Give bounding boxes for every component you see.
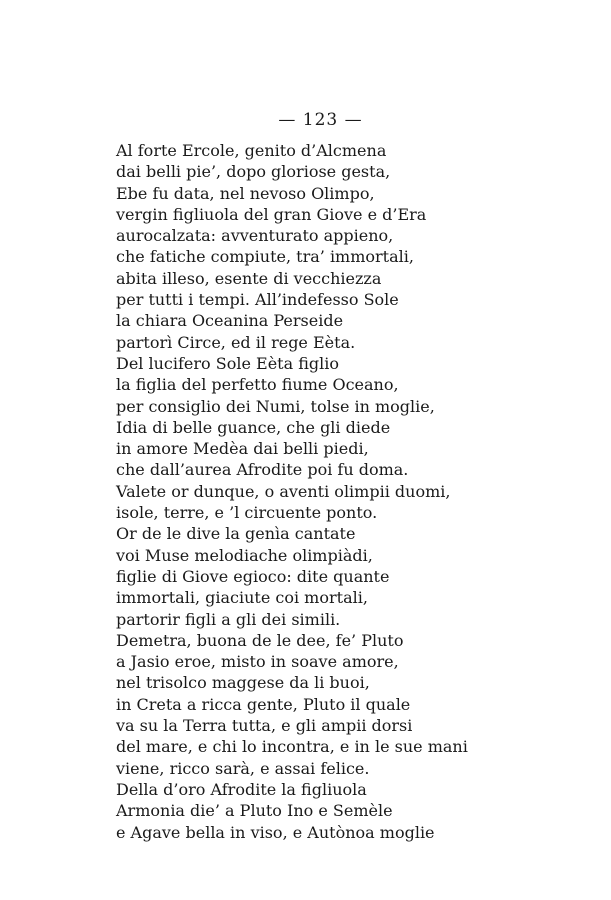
poem-line: aurocalzata: avventurato appieno, [116, 226, 394, 246]
page-number: — 123 — [278, 110, 363, 130]
poem-line: Valete or dunque, o aventi olimpii duomi, [116, 481, 451, 501]
poem-line: in amore Medèa dai belli piedi, [116, 439, 369, 459]
poem-line: per consiglio dei Numi, tolse in moglie, [116, 396, 435, 416]
poem-line: Della d’oro Afrodite la figliuola [116, 779, 367, 799]
poem-line: che dall’aurea Afrodite poi fu doma. [116, 460, 409, 480]
poem-line: partorì Circe, ed il rege Eèta. [116, 332, 356, 352]
poem-line: partorir figli a gli dei simili. [116, 609, 341, 629]
poem-line: abita illeso, esente di vecchiezza [116, 268, 382, 288]
poem-line: Idia di belle guance, che gli diede [116, 417, 391, 437]
poem-line: immortali, giaciute coi mortali, [116, 588, 368, 608]
poem-line: a Jasio eroe, misto in soave amore, [116, 652, 399, 672]
poem-line: Ebe fu data, nel nevoso Olimpo, [116, 183, 375, 203]
poem-line: figlie di Giove egioco: dite quante [116, 566, 390, 586]
poem-line: isole, terre, e ’l circuente ponto. [116, 503, 378, 523]
poem-line: Armonia die’ a Pluto Ino e Semèle [116, 801, 393, 821]
poem-line: va su la Terra tutta, e gli ampii dorsi [116, 716, 413, 736]
poem-line: del mare, e chi lo incontra, e in le sue mani [116, 737, 468, 757]
poem-line: la figlia del perfetto fiume Oceano, [116, 375, 399, 395]
poem-line: vergin figliuola del gran Giove e d’Era [116, 204, 427, 224]
poem-line: dai belli pie’, dopo gloriose gesta, [116, 162, 391, 182]
poem-line: Demetra, buona de le dee, fe’ Pluto [116, 630, 404, 650]
poem-line: e Agave bella in viso, e Autònoa moglie [116, 822, 435, 842]
poem-line: Del lucifero Sole Eèta figlio [116, 353, 340, 373]
poem-line: che fatiche compiute, tra’ immortali, [116, 247, 414, 267]
poem-line: Or de le dive la genìa cantate [116, 524, 356, 544]
poem-line: per tutti i tempi. All’indefesso Sole [116, 290, 399, 310]
poem-line: la chiara Oceanina Perseide [116, 311, 344, 331]
poem-line: Al forte Ercole, genito d’Alcmena [116, 141, 387, 160]
poem-text [116, 140, 468, 843]
poem-line: viene, ricco sarà, e assai felice. [116, 758, 370, 778]
poem-line: voi Muse melodiache olimpiàdi, [116, 545, 373, 565]
poem-line: in Creta a ricca gente, Pluto il quale [116, 694, 411, 714]
poem-line: nel trisolco maggese da li buoi, [116, 673, 370, 693]
